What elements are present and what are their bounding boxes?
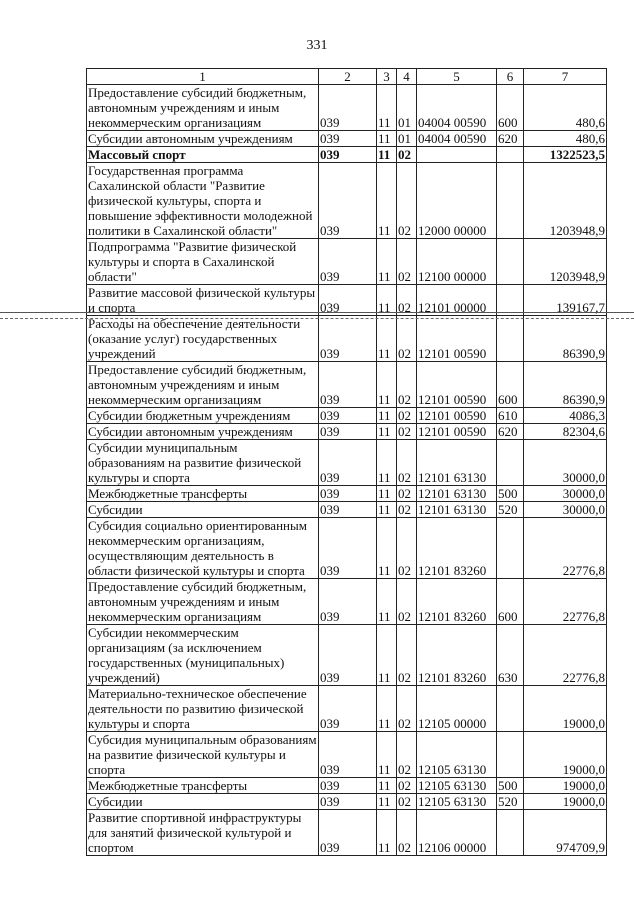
amount-cell: 22776,8: [524, 579, 607, 625]
ministry-code-cell: 039: [319, 285, 377, 316]
section-code-cell: 11: [377, 163, 397, 239]
subsection-code-cell: 02: [397, 625, 417, 686]
table-row: [87, 778, 607, 794]
expense-type-cell: [497, 163, 524, 239]
expense-type-cell: [497, 147, 524, 163]
subsection-code-cell: 02: [397, 239, 417, 285]
expense-type-cell: [497, 285, 524, 316]
section-code-cell: 11: [377, 239, 397, 285]
amount-cell: 19000,0: [524, 794, 607, 810]
section-code-cell: 11: [377, 518, 397, 579]
expense-type-cell: [497, 732, 524, 778]
expense-type-cell: 610: [497, 408, 524, 424]
table-row: [87, 686, 607, 732]
column-header: 2: [319, 69, 377, 85]
subsection-code-cell: 02: [397, 285, 417, 316]
amount-cell: 480,6: [524, 131, 607, 147]
row-name-cell: Массовый спорт: [87, 147, 319, 163]
subsection-code-cell: 02: [397, 794, 417, 810]
row-name-cell: Развитие спортивной инфраструктуры для занятий физической культурой и спортом: [87, 810, 319, 856]
ministry-code-cell: 039: [319, 810, 377, 856]
row-name-cell: Предоставление субсидий бюджетным, автономным учреждениям и иным некоммерческим организациям: [87, 362, 319, 408]
target-article-cell: 12101 83260: [417, 518, 497, 579]
expense-type-cell: 600: [497, 579, 524, 625]
amount-cell: 974709,9: [524, 810, 607, 856]
table-row: [87, 424, 607, 440]
target-article-cell: 12106 00000: [417, 810, 497, 856]
scan-fold-line: [0, 312, 634, 313]
expense-type-cell: 520: [497, 794, 524, 810]
section-code-cell: 11: [377, 316, 397, 362]
expense-type-cell: 500: [497, 778, 524, 794]
table-row: [87, 163, 607, 239]
ministry-code-cell: 039: [319, 625, 377, 686]
table-row: [87, 794, 607, 810]
expense-type-cell: [497, 686, 524, 732]
subsection-code-cell: 02: [397, 810, 417, 856]
expense-type-cell: 600: [497, 85, 524, 131]
subsection-code-cell: 02: [397, 424, 417, 440]
subsection-code-cell: 02: [397, 147, 417, 163]
row-name-cell: Подпрограмма "Развитие физической культуры и спорта в Сахалинской области": [87, 239, 319, 285]
expense-type-cell: [497, 518, 524, 579]
amount-cell: 30000,0: [524, 486, 607, 502]
target-article-cell: 12105 63130: [417, 778, 497, 794]
section-code-cell: 11: [377, 502, 397, 518]
ministry-code-cell: 039: [319, 518, 377, 579]
table-row: [87, 85, 607, 131]
subsection-code-cell: 02: [397, 502, 417, 518]
section-code-cell: 11: [377, 732, 397, 778]
table-row: [87, 131, 607, 147]
subsection-code-cell: 02: [397, 579, 417, 625]
subsection-code-cell: 02: [397, 316, 417, 362]
amount-cell: 19000,0: [524, 686, 607, 732]
table-row: [87, 579, 607, 625]
target-article-cell: 04004 00590: [417, 85, 497, 131]
table-row: [87, 625, 607, 686]
target-article-cell: 12100 00000: [417, 239, 497, 285]
subsection-code-cell: 02: [397, 408, 417, 424]
row-name-cell: Субсидии: [87, 502, 319, 518]
row-name-cell: Предоставление субсидий бюджетным, автономным учреждениям и иным некоммерческим организациям: [87, 579, 319, 625]
target-article-cell: 12101 00590: [417, 316, 497, 362]
table-row: [87, 316, 607, 362]
ministry-code-cell: 039: [319, 163, 377, 239]
amount-cell: 30000,0: [524, 502, 607, 518]
amount-cell: 1203948,9: [524, 163, 607, 239]
target-article-cell: 04004 00590: [417, 131, 497, 147]
target-article-cell: 12101 00590: [417, 362, 497, 408]
target-article-cell: 12101 63130: [417, 486, 497, 502]
budget-table: [86, 68, 607, 856]
expense-type-cell: [497, 440, 524, 486]
column-header: 3: [377, 69, 397, 85]
subsection-code-cell: 02: [397, 686, 417, 732]
amount-cell: 19000,0: [524, 732, 607, 778]
target-article-cell: 12000 00000: [417, 163, 497, 239]
page-number: 331: [306, 38, 328, 53]
expense-type-cell: 630: [497, 625, 524, 686]
expense-type-cell: 620: [497, 424, 524, 440]
table-row: [87, 440, 607, 486]
target-article-cell: 12101 63130: [417, 502, 497, 518]
expense-type-cell: 600: [497, 362, 524, 408]
column-header: 7: [524, 69, 607, 85]
subsection-code-cell: 02: [397, 486, 417, 502]
ministry-code-cell: 039: [319, 408, 377, 424]
subsection-code-cell: 01: [397, 131, 417, 147]
column-header: 1: [87, 69, 319, 85]
ministry-code-cell: 039: [319, 316, 377, 362]
column-header: 6: [497, 69, 524, 85]
ministry-code-cell: 039: [319, 239, 377, 285]
table-row: [87, 408, 607, 424]
table-row: [87, 518, 607, 579]
row-name-cell: Государственная программа Сахалинской области "Развитие физической культуры, спорта и повышение эффективности молодежной политики в Сахалинской области": [87, 163, 319, 239]
row-name-cell: Межбюджетные трансферты: [87, 778, 319, 794]
subsection-code-cell: 02: [397, 440, 417, 486]
ministry-code-cell: 039: [319, 440, 377, 486]
table-row: [87, 732, 607, 778]
subsection-code-cell: 01: [397, 85, 417, 131]
expense-type-cell: 520: [497, 502, 524, 518]
amount-cell: 86390,9: [524, 362, 607, 408]
ministry-code-cell: 039: [319, 778, 377, 794]
table-row: [87, 285, 607, 316]
section-code-cell: 11: [377, 147, 397, 163]
row-name-cell: Межбюджетные трансферты: [87, 486, 319, 502]
amount-cell: 22776,8: [524, 625, 607, 686]
section-code-cell: 11: [377, 686, 397, 732]
amount-cell: 480,6: [524, 85, 607, 131]
target-article-cell: 12101 00000: [417, 285, 497, 316]
section-code-cell: 11: [377, 810, 397, 856]
amount-cell: 86390,9: [524, 316, 607, 362]
target-article-cell: 12101 83260: [417, 579, 497, 625]
amount-cell: 139167,7: [524, 285, 607, 316]
column-header: 5: [417, 69, 497, 85]
row-name-cell: Субсидии бюджетным учреждениям: [87, 408, 319, 424]
table-row: [87, 362, 607, 408]
table-row: [87, 147, 607, 163]
section-code-cell: 11: [377, 408, 397, 424]
expense-type-cell: 620: [497, 131, 524, 147]
target-article-cell: 12101 63130: [417, 440, 497, 486]
ministry-code-cell: 039: [319, 794, 377, 810]
amount-cell: 4086,3: [524, 408, 607, 424]
section-code-cell: 11: [377, 579, 397, 625]
row-name-cell: Расходы на обеспечение деятельности (оказание услуг) государственных учреждений: [87, 316, 319, 362]
row-name-cell: Субсидии некоммерческим организациям (за исключением государственных (муниципальных) учреждений): [87, 625, 319, 686]
row-name-cell: Субсидия социально ориентированным некоммерческим организациям, осуществляющим деятельность в области физической культуры и спорта: [87, 518, 319, 579]
expense-type-cell: 500: [497, 486, 524, 502]
expense-type-cell: [497, 239, 524, 285]
expense-type-cell: [497, 810, 524, 856]
ministry-code-cell: 039: [319, 424, 377, 440]
table-row: [87, 486, 607, 502]
section-code-cell: 11: [377, 625, 397, 686]
section-code-cell: 11: [377, 424, 397, 440]
target-article-cell: 12101 00590: [417, 424, 497, 440]
ministry-code-cell: 039: [319, 486, 377, 502]
subsection-code-cell: 02: [397, 778, 417, 794]
section-code-cell: 11: [377, 362, 397, 408]
section-code-cell: 11: [377, 794, 397, 810]
row-name-cell: Субсидии муниципальным образованиям на развитие физической культуры и спорта: [87, 440, 319, 486]
amount-cell: 1322523,5: [524, 147, 607, 163]
row-name-cell: Субсидия муниципальным образованиям на развитие физической культуры и спорта: [88, 732, 317, 777]
ministry-code-cell: 039: [319, 362, 377, 408]
ministry-code-cell: 039: [319, 686, 377, 732]
table-row: [87, 810, 607, 856]
amount-cell: 82304,6: [524, 424, 607, 440]
ministry-code-cell: 039: [319, 579, 377, 625]
subsection-code-cell: 02: [397, 362, 417, 408]
amount-cell: 30000,0: [524, 440, 607, 486]
column-header: 4: [397, 69, 417, 85]
target-article-cell: [417, 147, 497, 163]
row-name-cell: Субсидии автономным учреждениям: [87, 131, 319, 147]
section-code-cell: 11: [377, 285, 397, 316]
amount-cell: 19000,0: [524, 778, 607, 794]
target-article-cell: 12101 00590: [417, 408, 497, 424]
amount-cell: 1203948,9: [524, 239, 607, 285]
ministry-code-cell: 039: [319, 85, 377, 131]
target-article-cell: 12105 00000: [417, 686, 497, 732]
target-article-cell: 12101 83260: [417, 625, 497, 686]
target-article-cell: 12105 63130: [417, 794, 497, 810]
section-code-cell: 11: [377, 486, 397, 502]
section-code-cell: 11: [377, 440, 397, 486]
amount-cell: 22776,8: [524, 518, 607, 579]
table-header-row: [87, 69, 607, 85]
ministry-code-cell: 039: [319, 131, 377, 147]
row-name-cell: Предоставление субсидий бюджетным, автономным учреждениям и иным некоммерческим организациям: [87, 85, 319, 131]
row-name-cell: Развитие массовой физической культуры и спорта: [87, 285, 319, 316]
subsection-code-cell: 02: [397, 163, 417, 239]
table-row: [87, 502, 607, 518]
table-row: [87, 239, 607, 285]
subsection-code-cell: 02: [397, 732, 417, 778]
row-name-cell: Материально-техническое обеспечение деятельности по развитию физической культуры и спорта: [87, 686, 319, 732]
section-code-cell: 11: [377, 131, 397, 147]
scan-fold-line: [0, 318, 634, 319]
row-name-cell: Субсидии: [87, 794, 319, 810]
ministry-code-cell: 039: [319, 147, 377, 163]
section-code-cell: 11: [377, 85, 397, 131]
row-name-cell: Субсидии автономным учреждениям: [87, 424, 319, 440]
ministry-code-cell: 039: [319, 732, 377, 778]
section-code-cell: 11: [377, 778, 397, 794]
subsection-code-cell: 02: [397, 518, 417, 579]
ministry-code-cell: 039: [319, 502, 377, 518]
expense-type-cell: [497, 316, 524, 362]
target-article-cell: 12105 63130: [417, 732, 497, 778]
